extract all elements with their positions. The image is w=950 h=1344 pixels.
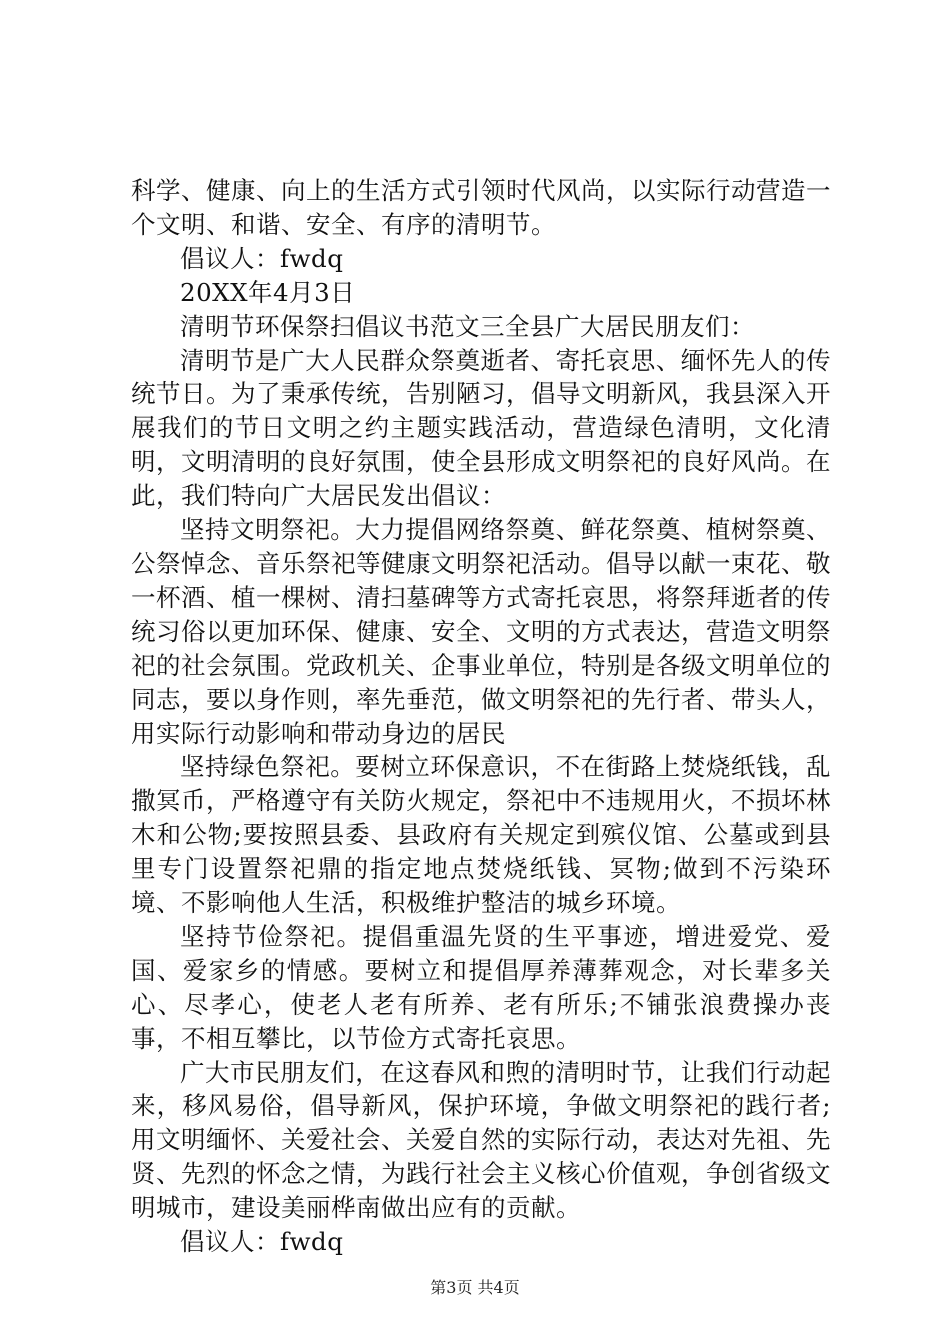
paragraph-closing: 广大市民朋友们，在这春风和煦的清明时节，让我们行动起来，移风易俗，倡导新风，保护环境，争做文明祭祀的践行者;用文明缅怀、关爱社会、关爱自然的实际行动，表达对先祖、先贤、先烈的怀念之情，为践行社会主义核心价值观，争创省级文明城市，建设美丽桦南做出应有的贡献。	[131, 1057, 831, 1223]
signature-line-final: 倡议人：fwdq	[180, 1227, 344, 1257]
page-number: 第3页 共4页	[430, 1278, 520, 1297]
paragraph-continuation: 科学、健康、向上的生活方式引领时代风尚，以实际行动营造一个文明、和谐、安全、有序的清明节。	[131, 176, 831, 239]
date-line: 20XX年4月3日	[180, 277, 356, 307]
section-title-line: 清明节环保祭扫倡议书范文三全县广大居民朋友们：	[180, 311, 755, 341]
paragraph-intro: 清明节是广大人民群众祭奠逝者、寄托哀思、缅怀先人的传统节日。为了秉承传统，告别陋习，倡导文明新风，我县深入开展我们的节日文明之约主题实践活动，营造绿色清明，文化清明，文明清明的良好氛围，使全县形成文明祭祀的良好风尚。在此，我们特向广大居民发出倡议：	[131, 345, 831, 511]
signature-line: 倡议人：fwdq	[180, 243, 344, 273]
paragraph-civilized: 坚持文明祭祀。大力提倡网络祭奠、鲜花祭奠、植树祭奠、公祭悼念、音乐祭祀等健康文明祭祀活动。倡导以献一束花、敬一杯酒、植一棵树、清扫墓碑等方式寄托哀思，将祭拜逝者的传统习俗以更加环保、健康、安全、文明的方式表达，营造文明祭祀的社会氛围。党政机关、企事业单位，特别是各级文明单位的同志，要以身作则，率先垂范，做文明祭祀的先行者、带头人，用实际行动影响和带动身边的居民	[131, 515, 831, 748]
document-body	[131, 174, 831, 1259]
paragraph-frugal: 坚持节俭祭祀。提倡重温先贤的生平事迹，增进爱党、爱国、爱家乡的情感。要树立和提倡厚养薄葬观念，对长辈多关心、尽孝心，使老人老有所养、老有所乐;不铺张浪费操办丧事，不相互攀比，以节俭方式寄托哀思。	[131, 921, 831, 1053]
paragraph-green: 坚持绿色祭祀。要树立环保意识，不在街路上焚烧纸钱，乱撒冥币，严格遵守有关防火规定，祭祀中不违规用火，不损坏林木和公物;要按照县委、县政府有关规定到殡仪馆、公墓或到县里专门设置祭祀鼎的指定地点焚烧纸钱、冥物;做到不污染环境、不影响他人生活，积极维护整洁的城乡环境。	[131, 752, 831, 918]
